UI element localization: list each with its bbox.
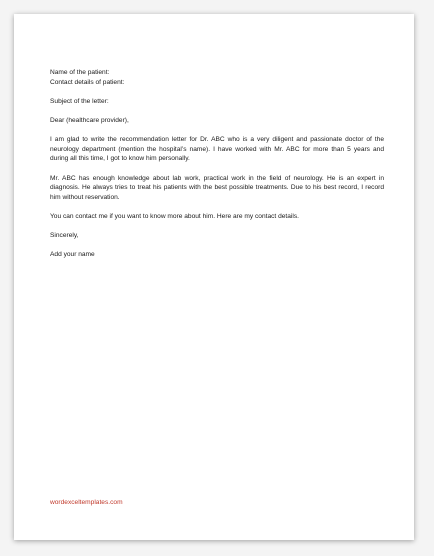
footer-site-link[interactable]: wordexceltemplates.com — [50, 499, 123, 506]
signature-placeholder: Add your name — [50, 251, 95, 259]
paragraph-qualifications: Mr. ABC has enough knowledge about lab work, practical work in the field of neurology. He is an expert in diagnosis. He always tries to treat his patients with the best possible treatments. Due to his best record, I record him without reservation. — [50, 174, 384, 201]
contact-details-label: Contact details of patient: — [50, 78, 125, 86]
paragraph-contact: You can contact me if you want to know more about him. Here are my contact details. — [50, 212, 299, 220]
salutation: Dear (healthcare provider), — [50, 116, 129, 124]
closing: Sincerely, — [50, 232, 79, 240]
letter-page — [14, 14, 414, 540]
paragraph-introduction: I am glad to write the recommendation letter for Dr. ABC who is a very diligent and passionate doctor of the neurology department (mention the hospital’s name). I have worked with Mr. ABC for more than 5 years and during all this time, I got to know him personally. — [50, 136, 384, 163]
subject-label: Subject of the letter: — [50, 97, 109, 105]
patient-name-label: Name of the patient: — [50, 69, 110, 76]
letter-body — [50, 68, 384, 260]
